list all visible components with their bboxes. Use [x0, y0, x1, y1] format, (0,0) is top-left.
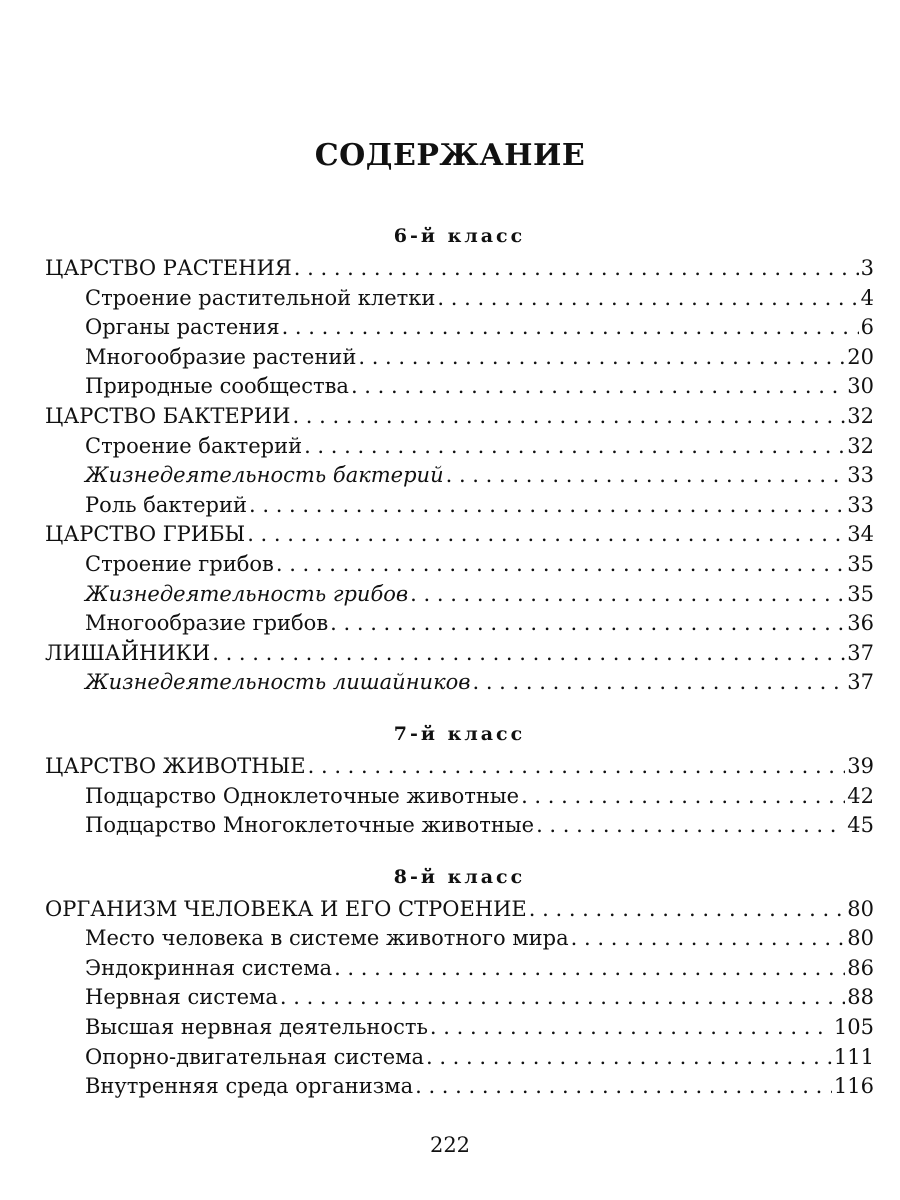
toc-subentry — [45, 983, 874, 1013]
entry-page-number: 39 — [847, 753, 874, 778]
dot-leader — [249, 491, 845, 521]
entry-page-number: 32 — [847, 403, 874, 428]
entry-page-number: 45 — [847, 813, 874, 838]
entry-label: Жизнедеятельность лишайников — [85, 670, 471, 695]
dot-leader — [536, 811, 845, 841]
section-heading: 7-й класс — [393, 722, 526, 745]
dot-leader — [351, 372, 845, 402]
entry-label: Строение бактерий — [85, 433, 303, 458]
entry-page-number: 33 — [847, 492, 874, 517]
toc-subentry — [45, 550, 874, 580]
toc-subentry — [45, 811, 874, 841]
entry-page-number: 33 — [847, 463, 874, 488]
dot-leader — [334, 954, 845, 984]
dot-leader — [282, 313, 859, 343]
entry-page-number: 36 — [847, 611, 874, 636]
dot-leader — [276, 550, 845, 580]
entry-label: Внутренняя среда организма — [85, 1074, 414, 1099]
entry-label: ЦАРСТВО ЖИВОТНЫЕ — [45, 753, 306, 778]
toc-subentry — [45, 954, 874, 984]
entry-page-number: 20 — [847, 344, 874, 369]
dot-leader — [212, 639, 845, 669]
entry-page-number: 80 — [847, 896, 874, 921]
entry-label: Строение растительной клетки — [85, 285, 436, 310]
entry-page-number: 3 — [860, 256, 874, 280]
toc-subentry — [45, 609, 874, 639]
entry-label: Подцарство Одноклеточные животные — [85, 783, 520, 808]
entry-label: Высшая нервная деятельность — [85, 1015, 428, 1040]
table-of-contents — [45, 218, 874, 1102]
entry-label: Жизнедеятельность грибов — [85, 581, 409, 606]
toc-chapter-entry — [45, 895, 874, 925]
toc-chapter-entry — [45, 520, 874, 550]
section-heading: 8-й класс — [393, 865, 526, 888]
dot-leader — [571, 924, 846, 954]
toc-subentry — [45, 1072, 874, 1102]
entry-page-number: 30 — [847, 374, 874, 399]
dot-leader — [410, 580, 845, 610]
entry-page-number: 34 — [847, 522, 874, 547]
toc-subentry — [45, 668, 874, 698]
toc-subentry — [45, 313, 874, 343]
entry-label: ЦАРСТВО ГРИБЫ — [45, 522, 246, 547]
entry-label: Многообразие растений — [85, 344, 357, 369]
entry-label: Опорно-двигательная система — [85, 1044, 424, 1069]
toc-subentry — [45, 580, 874, 610]
entry-label: ОРГАНИЗМ ЧЕЛОВЕКА И ЕГО СТРОЕНИЕ — [45, 896, 527, 921]
dot-leader — [294, 254, 859, 284]
toc-subentry — [45, 432, 874, 462]
entry-label: ЛИШАЙНИКИ — [45, 640, 211, 665]
entry-label: Многообразие грибов — [85, 611, 329, 636]
entry-label: Природные сообщества — [85, 374, 349, 399]
dot-leader — [529, 895, 846, 925]
entry-label: ЦАРСТВО РАСТЕНИЯ — [45, 256, 292, 280]
entry-page-number: 80 — [847, 926, 874, 951]
entry-page-number: 111 — [833, 1044, 874, 1069]
entry-label: Подцарство Многоклеточные животные — [85, 813, 535, 838]
entry-label: Место человека в системе животного мира — [85, 926, 569, 951]
dot-leader — [521, 782, 845, 812]
entry-label: Строение грибов — [85, 551, 274, 576]
entry-page-number: 37 — [847, 640, 874, 665]
toc-subentry — [45, 343, 874, 373]
toc-subentry — [45, 284, 874, 314]
entry-page-number: 4 — [860, 285, 874, 310]
entry-label: ЦАРСТВО БАКТЕРИИ — [45, 403, 291, 428]
dot-leader — [308, 752, 846, 782]
toc-subentry — [45, 1043, 874, 1073]
dot-leader — [358, 343, 845, 373]
entry-page-number: 116 — [833, 1074, 874, 1099]
entry-page-number: 35 — [847, 551, 874, 576]
document-title: СОДЕРЖАНИЕ — [314, 138, 586, 173]
dot-leader — [330, 609, 845, 639]
dot-leader — [472, 668, 845, 698]
entry-page-number: 42 — [847, 783, 874, 808]
entry-label: Роль бактерий — [85, 492, 247, 517]
section-heading: 6-й класс — [393, 225, 526, 247]
dot-leader — [415, 1072, 832, 1102]
entry-page-number: 6 — [860, 315, 874, 340]
entry-page-number: 35 — [847, 581, 874, 606]
toc-subentry — [45, 924, 874, 954]
dot-leader — [292, 402, 845, 432]
dot-leader — [430, 1013, 832, 1043]
toc-subentry — [45, 461, 874, 491]
entry-label: Органы растения — [85, 315, 280, 340]
dot-leader — [304, 432, 845, 462]
dot-leader — [247, 520, 845, 550]
entry-label: Эндокринная система — [85, 955, 333, 980]
toc-chapter-entry — [45, 639, 874, 669]
entry-label: Нервная система — [85, 985, 278, 1010]
toc-subentry — [45, 782, 874, 812]
dot-leader — [280, 983, 845, 1013]
toc-subentry — [45, 372, 874, 402]
toc-chapter-entry — [45, 254, 874, 284]
entry-page-number: 86 — [847, 955, 874, 980]
entry-page-number: 32 — [847, 433, 874, 458]
entry-page-number: 88 — [847, 985, 874, 1010]
entry-label: Жизнедеятельность бактерий — [85, 463, 444, 488]
dot-leader — [426, 1043, 832, 1073]
dot-leader — [446, 461, 846, 491]
toc-chapter-entry — [45, 752, 874, 782]
toc-chapter-entry — [45, 402, 874, 432]
dot-leader — [437, 284, 858, 314]
toc-subentry — [45, 1013, 874, 1043]
entry-page-number: 37 — [847, 670, 874, 695]
toc-subentry — [45, 491, 874, 521]
page-number: 222 — [429, 1133, 471, 1157]
entry-page-number: 105 — [833, 1015, 874, 1040]
